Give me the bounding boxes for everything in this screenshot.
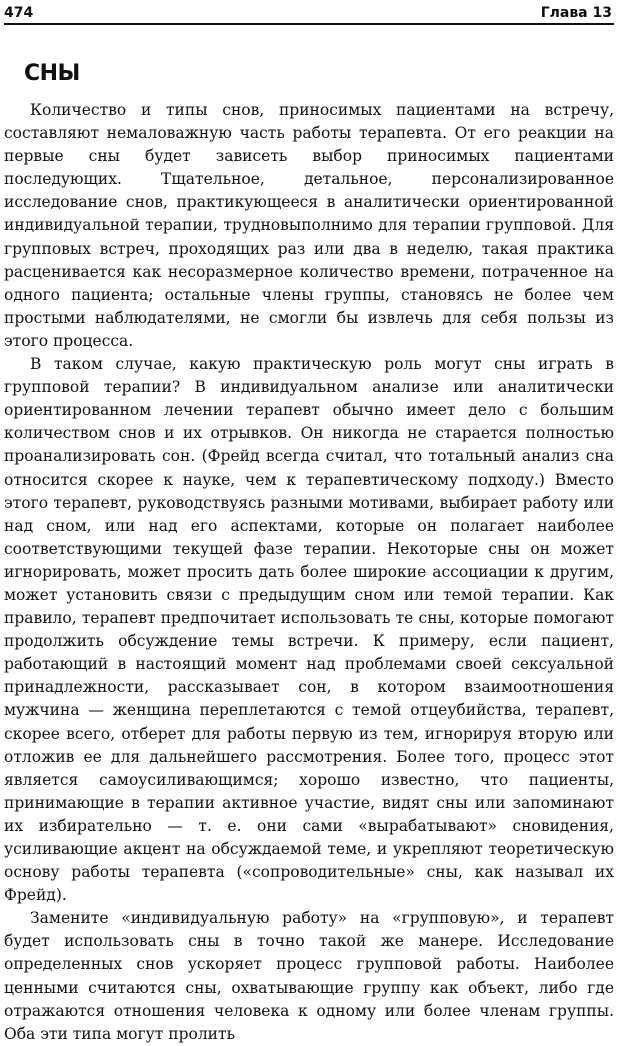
chapter-label: Глава 13: [540, 5, 612, 21]
page-number: 474: [4, 5, 34, 21]
header-rule: [4, 23, 614, 25]
paragraph: В таком случае, какую практическую роль могут сны играть в групповой терапии? В индивидуальном анализе или аналитически ориентированном лечении терапевт обычно имеет дело с большим количеством снов и их отрывков. Он никогда не старается полностью проанализировать сон. (Фрейд всегда считал, что тотальный анализ сна относится скорее к науке, чем к терапевтическому подходу.) Вместо этого терапевт, руководствуясь разными мотивами, выбирает работу или над сном, или над его аспектами, которые он полагает наиболее соответствующими текущей фазе терапии. Некоторые сны он может игнорировать, может просить дать более широкие ассоциации к другим, может установить связи с предыдущим сном или темой терапии. Как правило, терапевт предпочитает использовать те сны, которые помогают продолжить обсуждение темы встречи. К примеру, если пациент, работающий в настоящий момент над проблемами своей сексуальной принадлежности, рассказывает сон, в котором взаимоотношения мужчина — женщина переплетаются с темой отцеубийства, терапевт, скорее всего, отберет для работы первую из тем, игнорируя вторую или отложив ее для дальнейшего рассмотрения. Более того, процесс этот является самоусиливающимся; хорошо известно, что пациенты, принимающие в терапии активное участие, видят сны или запоминают их избирательно — т. е. они сами «вырабатывают» сновидения, усиливающие акцент на обсуждаемой теме, и укрепляют теоретическую основу работы терапевта («сопроводительные» сны, как называл их Фрейд).: [4, 355, 614, 905]
running-head: [4, 0, 614, 23]
section-title: СНЫ: [24, 61, 80, 86]
paragraph: Замените «индивидуальную работу» на «групповую», и терапевт будет использовать сны в точно такой же манере. Исследование определенных снов ускоряет процесс групповой работы. Наиболее ценными считаются сны, охватывающие группу как объект, либо где отражаются отношения человека к одному или более членам группы. Оба эти типа могут пролить: [4, 909, 614, 1043]
paragraph: Количество и типы снов, приносимых пациентами на встречу, составляют немаловажную часть работы терапевта. От его реакции на первые сны будет зависеть выбор приносимых пациентами последующих. Тщательное, детальное, персонализированное исследование снов, практикующееся в аналитически ориентированной индивидуальной терапии, трудновыполнимо для терапии групповой. Для групповых встреч, проходящих раз или два в неделю, такая практика расценивается как несоразмерное количество времени, потраченное на одного пациента; остальные члены группы, становясь не более чем простыми наблюдателями, не смогли бы извлечь для себя пользы из этого процесса.: [4, 101, 614, 350]
